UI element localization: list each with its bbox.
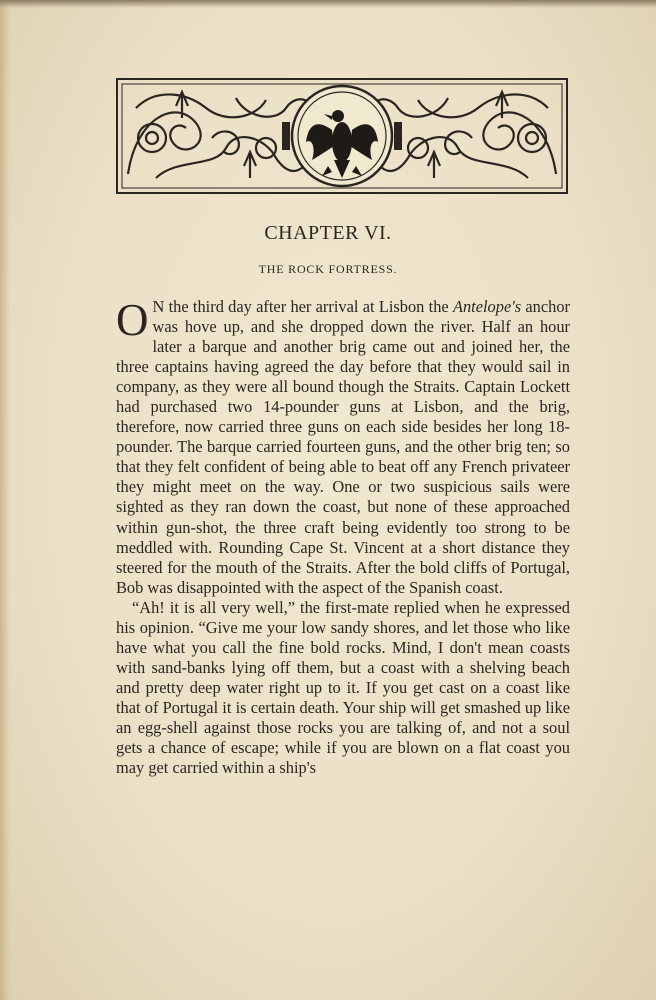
body-text: [116, 297, 570, 778]
drop-cap: O: [116, 295, 149, 345]
chapter-subtitle: THE ROCK FORTRESS.: [258, 262, 398, 276]
paragraph-text: N the third day after her arrival at Lisbon the: [152, 297, 453, 316]
eagle-heraldic-banner-icon: [116, 78, 568, 194]
chapter-title: CHAPTER VI.: [264, 222, 392, 244]
paragraph: [116, 297, 570, 598]
page-gutter-shadow: [0, 0, 10, 1000]
page-top-shadow: [0, 0, 656, 8]
ship-name: Antelope's: [452, 297, 522, 316]
paragraph: “Ah! it is all very well,” the first-mate replied when he expressed his opinion. “Give me your low sandy shores, and let those who like have what you call the fine bold rocks. Mind, I don't mean coasts with sand-banks lying off them, but a coast with a shelving beach and pretty deep water right up to it. If you get cast on a coast like that of Portugal it is certain death. Your ship will get smashed up like an egg-shell against those rocks you are talking of, and not a soul gets a chance of escape; while if you are blown on a flat coast you may get carried within a ship's: [116, 597, 570, 778]
paragraph-text: anchor was hove up, and she dropped down the river. Half an hour later a barque and another brig came out and joined her, the three captains having agreed the day before that they would sail in company, as they were all bound though the Straits. Captain Lockett had purchased two 14-pounder guns at Lisbon, and the brig, therefore, now carried three guns on each side besides her long 18-pounder. The barque carried fourteen guns, and the other brig ten; so that they felt confident of being able to beat off any French privateer they might meet on the way. One or two suspicious sails were sighted as they ran down the coast, but none of these approached within gun-shot, the three craft being evidently too strong to be meddled with. Rounding Cape St. Vincent at a short distance they steered for the mouth of the Straits. After the bold cliffs of Portugal, Bob was disappointed with the aspect of the Spanish coast.: [116, 297, 570, 597]
